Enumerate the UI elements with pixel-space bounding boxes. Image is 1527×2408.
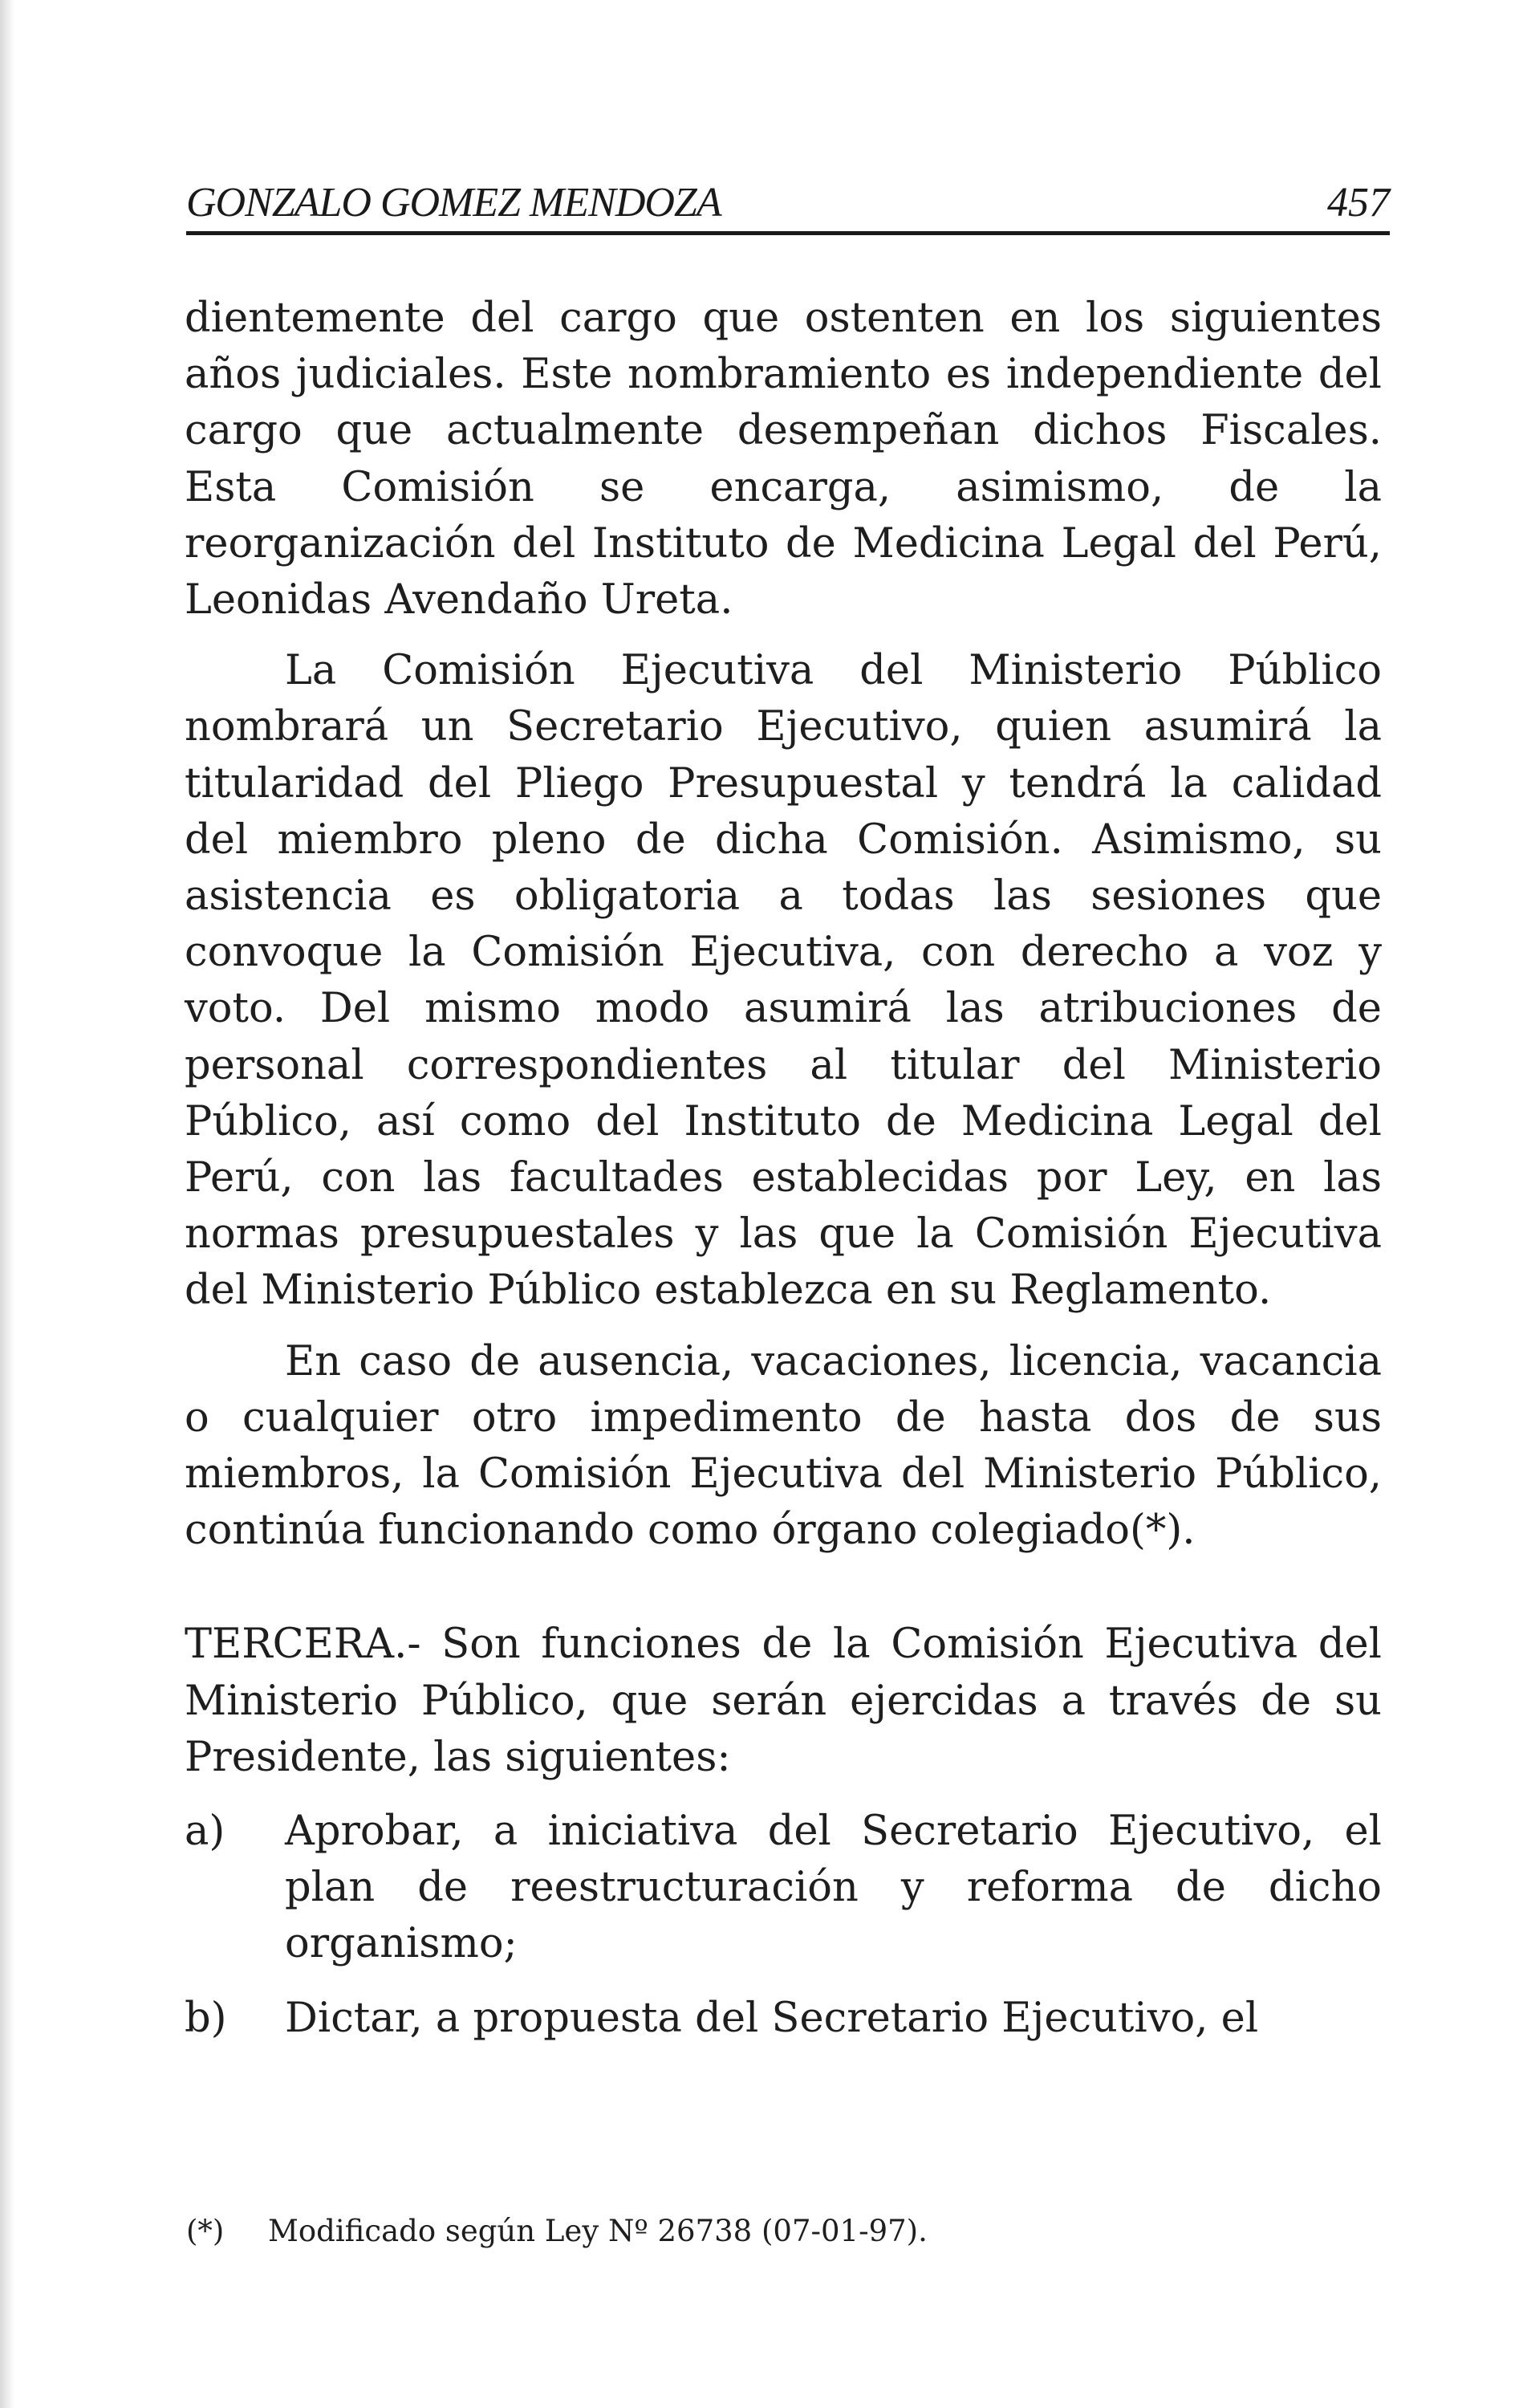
paragraph-gap — [185, 1320, 1382, 1334]
list-gap — [185, 1973, 1382, 1991]
list-marker: b) — [185, 1994, 227, 2042]
paragraph-gap — [185, 628, 1382, 643]
list-item — [185, 1804, 1382, 1973]
footnote-marker: (*) — [186, 2214, 225, 2248]
paragraph-tercera: TERCERA.- Son funciones de la Comisión Ejecutiva del Ministerio Público, que serán ejercidas a través de su Presidente, las siguientes: — [185, 1621, 1382, 1781]
footnote-text: Modificado según Ley Nº 26738 (07-01-97). — [268, 2214, 928, 2248]
paragraph-continuation: dientemente del cargo que ostenten en los siguientes años judiciales. Este nombramiento es independiente del cargo que actualmente desempeñan dichos Fiscales. Esta Comisión se encarga, asimismo, de la reorganización del Instituto de Medicina Legal del Perú, Leonidas Avendaño Ureta. — [185, 295, 1382, 624]
header-author: GONZALO GOMEZ MENDOZA — [186, 180, 721, 226]
running-header — [186, 170, 1390, 235]
section-gap — [185, 1559, 1382, 1617]
page-number: 457 — [1327, 180, 1390, 226]
list-marker: a) — [185, 1808, 225, 1856]
list-gap — [185, 1786, 1382, 1804]
list-item — [185, 1991, 1382, 2047]
paragraph-secretario: La Comisión Ejecutiva del Ministerio Público nombrará un Secretario Ejecutivo, quien asumirá la titularidad del Pliego Presupuestal y tendrá la calidad del miembro pleno de dicha Comisión. Asimismo, su asistencia es obligatoria a todas las sesiones que convoque la Comisión Ejecutiva, con derecho a voz y voto. Del mismo modo asumirá las atribuciones de personal correspondientes al titular del Ministerio Público, así como del Instituto de Medicina Legal del Perú, con las facultades establecidas por Ley, en las normas presupuestales y las que la Comisión Ejecutiva del Ministerio Público establezca en su Reglamento. — [185, 647, 1382, 1315]
list-item-text: Aprobar, a iniciativa del Secretario Ejecutivo, el plan de reestructuración y reforma de dicho organismo; — [285, 1808, 1382, 1968]
paragraph-ausencia: En caso de ausencia, vacaciones, licencia, vacancia o cualquier otro impedimento de hasta dos de sus miembros, la Comisión Ejecutiva del Ministerio Público, continúa funcionando como órgano colegiado(*). — [185, 1337, 1382, 1555]
list-item-text: Dictar, a propuesta del Secretario Ejecutivo, el — [285, 1994, 1259, 2042]
page-edge-shadow — [0, 0, 14, 2408]
body-text — [185, 291, 1382, 2047]
footnote — [186, 2214, 1382, 2248]
